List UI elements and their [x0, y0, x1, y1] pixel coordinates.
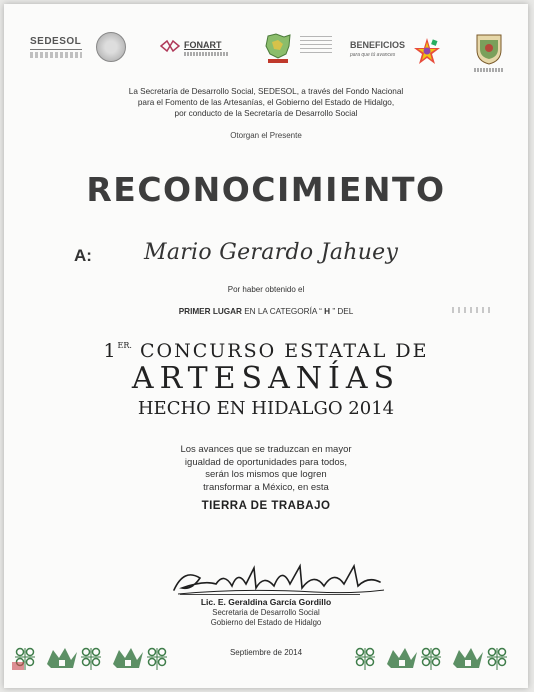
sedesol-underline — [30, 49, 82, 50]
contest-ordinal: ER. — [117, 340, 132, 350]
contest-line-1 — [4, 340, 528, 362]
fonart-logo-text: FONART — [184, 40, 222, 50]
embroidery-bird-motif — [453, 648, 483, 668]
award-category-prefix: EN LA CATEGORÍA “ — [241, 307, 325, 316]
mexico-seal-icon — [96, 32, 126, 62]
print-smudge — [452, 307, 492, 313]
recipient-label: A: — [74, 246, 92, 265]
contest-number: 1 — [103, 340, 118, 362]
hidalgo-map-logo-icon — [262, 32, 294, 66]
award-line — [4, 307, 528, 316]
embroidery-flower-motif — [421, 648, 441, 670]
award-place: PRIMER LUGAR — [178, 307, 242, 316]
embroidery-bird-motif — [387, 648, 417, 668]
logo-header — [4, 32, 528, 76]
intro-line-3: por conducto de la Secretaría de Desarrollo Social — [174, 109, 358, 118]
award-suffix: ” DEL — [330, 307, 354, 316]
hidalgo-secretariat-mark — [300, 36, 332, 54]
certificate-page — [4, 4, 528, 688]
embroidery-bird-motif — [47, 648, 77, 668]
intro-line-1: La Secretaría de Desarrollo Social, SEDESOL, a través del Fondo Nacional — [128, 87, 404, 96]
contest-line-2: ARTESANÍAS — [131, 361, 401, 396]
embroidery-red-accent — [12, 662, 24, 670]
signer-role: Secretaria de Desarrollo Social — [212, 608, 320, 617]
contest-title: CONCURSO ESTATAL DE — [131, 340, 429, 362]
colorful-star-icon — [412, 36, 442, 66]
message-text — [104, 444, 428, 494]
message-line-4: transformar a México, en esta — [203, 481, 329, 493]
fonart-subtitle-mark — [184, 52, 228, 56]
slogan: TIERRA DE TRABAJO — [201, 500, 331, 512]
hidalgo-shield-icon — [474, 32, 504, 66]
embroidery-border-right — [352, 640, 522, 674]
contest-line-3: HECHO EN HIDALGO 2014 — [137, 398, 395, 419]
signature-line — [180, 594, 360, 595]
beneficios-logo-text: BENEFICIOS — [350, 40, 406, 50]
grants-text: Otorgan el Presente — [230, 131, 302, 140]
issue-date: Septiembre de 2014 — [229, 648, 303, 657]
sedesol-subtitle-mark — [30, 52, 82, 58]
embroidery-flower-motif — [81, 648, 101, 670]
intro-line-2: para el Fomento de las Artesanías, el Gobierno del Estado de Hidalgo, — [137, 98, 395, 107]
embroidery-bird-motif — [113, 648, 143, 668]
embroidery-flower-motif — [487, 648, 507, 670]
recipient-name: Mario Gerardo Jahuey — [144, 240, 399, 265]
message-line-3: serán los mismos que logren — [205, 469, 327, 480]
message-line-2: igualdad de oportunidades para todos, — [184, 456, 348, 468]
embroidery-flower-motif — [147, 648, 167, 670]
obtained-text: Por haber obtenido el — [227, 285, 305, 294]
signer-name: Lic. E. Geraldina García Gordillo — [200, 597, 332, 607]
certificate-title: RECONOCIMIENTO — [86, 170, 446, 209]
message-line-1: Los avances que se traduzcan en mayor — [180, 444, 352, 455]
beneficios-tagline: para que tú avances — [350, 52, 396, 58]
issuing-institutions-text — [44, 86, 488, 119]
award-category: H — [324, 307, 331, 316]
embroidery-flower-motif — [355, 648, 375, 670]
fonart-bird-icon — [160, 39, 180, 53]
sedesol-logo-text: SEDESOL — [30, 36, 82, 47]
shield-caption-mark — [474, 68, 504, 72]
signer-organization: Gobierno del Estado de Hidalgo — [210, 618, 322, 627]
embroidery-border-left — [12, 640, 182, 674]
